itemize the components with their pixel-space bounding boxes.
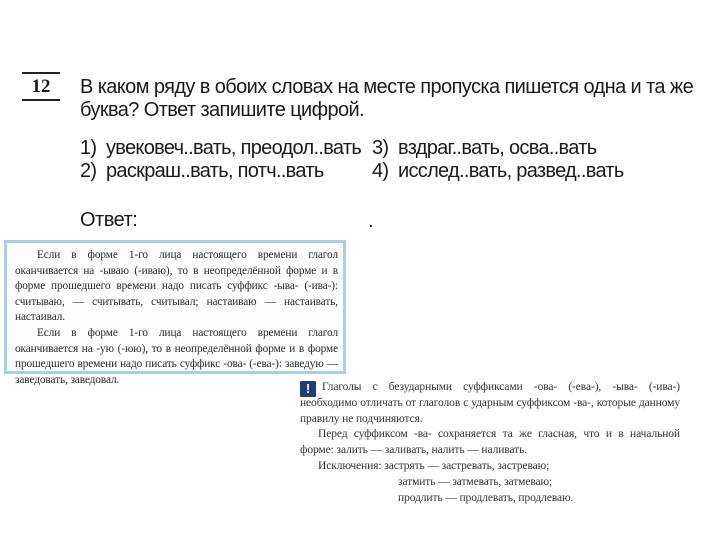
exception-2: затмить — затмевать, затмеваю; xyxy=(398,475,553,488)
option-number: 4) xyxy=(372,160,389,182)
option-text: увековеч..вать, преодол..вать xyxy=(106,137,362,159)
note-paragraph-2: Перед суффиксом -ва- сохраняется та же гласная, что и в начальной форме: залить — заливать, налить — наливать. xyxy=(300,428,680,457)
rule-paragraph-2: Если в форме 1-го лица настоящего времени глагол оканчивается на -ую (-юю), то в неопределённой форме и в форме прошедшего времени надо писать суффикс -ова- (-ева-): заведую — заведовать, заведовал. xyxy=(15,326,338,386)
option-text: вздраг..вать, осва..вать xyxy=(398,137,597,159)
rule-paragraph-1: Если в форме 1-го лица настоящего времени глагол оканчивается на -ываю (-иваю), то в неопределённой форме и в форме прошедшего времени надо писать суффикс -ыва- (-ива-): считываю, — считывать, считывал; настаиваю — настаивать, настаивал. xyxy=(15,249,338,324)
exceptions-label: Исключения: xyxy=(318,459,382,472)
option-4 xyxy=(372,160,624,183)
note-block xyxy=(300,380,680,506)
warning-icon: ! xyxy=(300,381,316,397)
option-number: 3) xyxy=(372,137,389,159)
option-1 xyxy=(80,137,361,160)
option-2 xyxy=(80,160,324,183)
option-number: 2) xyxy=(80,160,97,182)
option-text: исслед..вать, развед..вать xyxy=(398,160,624,182)
question-text: В каком ряду в обоих словах на месте пропуска пишется одна и та же буква? Ответ запишите цифрой. xyxy=(80,76,694,121)
note-paragraph-1: Глаголы с безударными суффиксами -ова- (-ева-), -ыва- (-ива-) необходимо отличать от глаголов с ударным суффиксом -ва-, которые данному правилу не подчиняются. xyxy=(300,381,680,425)
exceptions-line-1 xyxy=(300,459,680,475)
exception-1: застрять — застревать, застреваю; xyxy=(384,459,550,472)
answer-label: Ответ: xyxy=(80,209,138,231)
option-3 xyxy=(372,137,596,160)
question-number: 12 xyxy=(22,72,60,101)
option-number: 1) xyxy=(80,137,97,159)
exception-3: продлить — продлевать, продлеваю. xyxy=(398,491,574,504)
rule-box xyxy=(4,240,346,386)
answer-dot: . xyxy=(368,210,374,232)
option-text: раскраш..вать, потч..вать xyxy=(106,160,324,182)
